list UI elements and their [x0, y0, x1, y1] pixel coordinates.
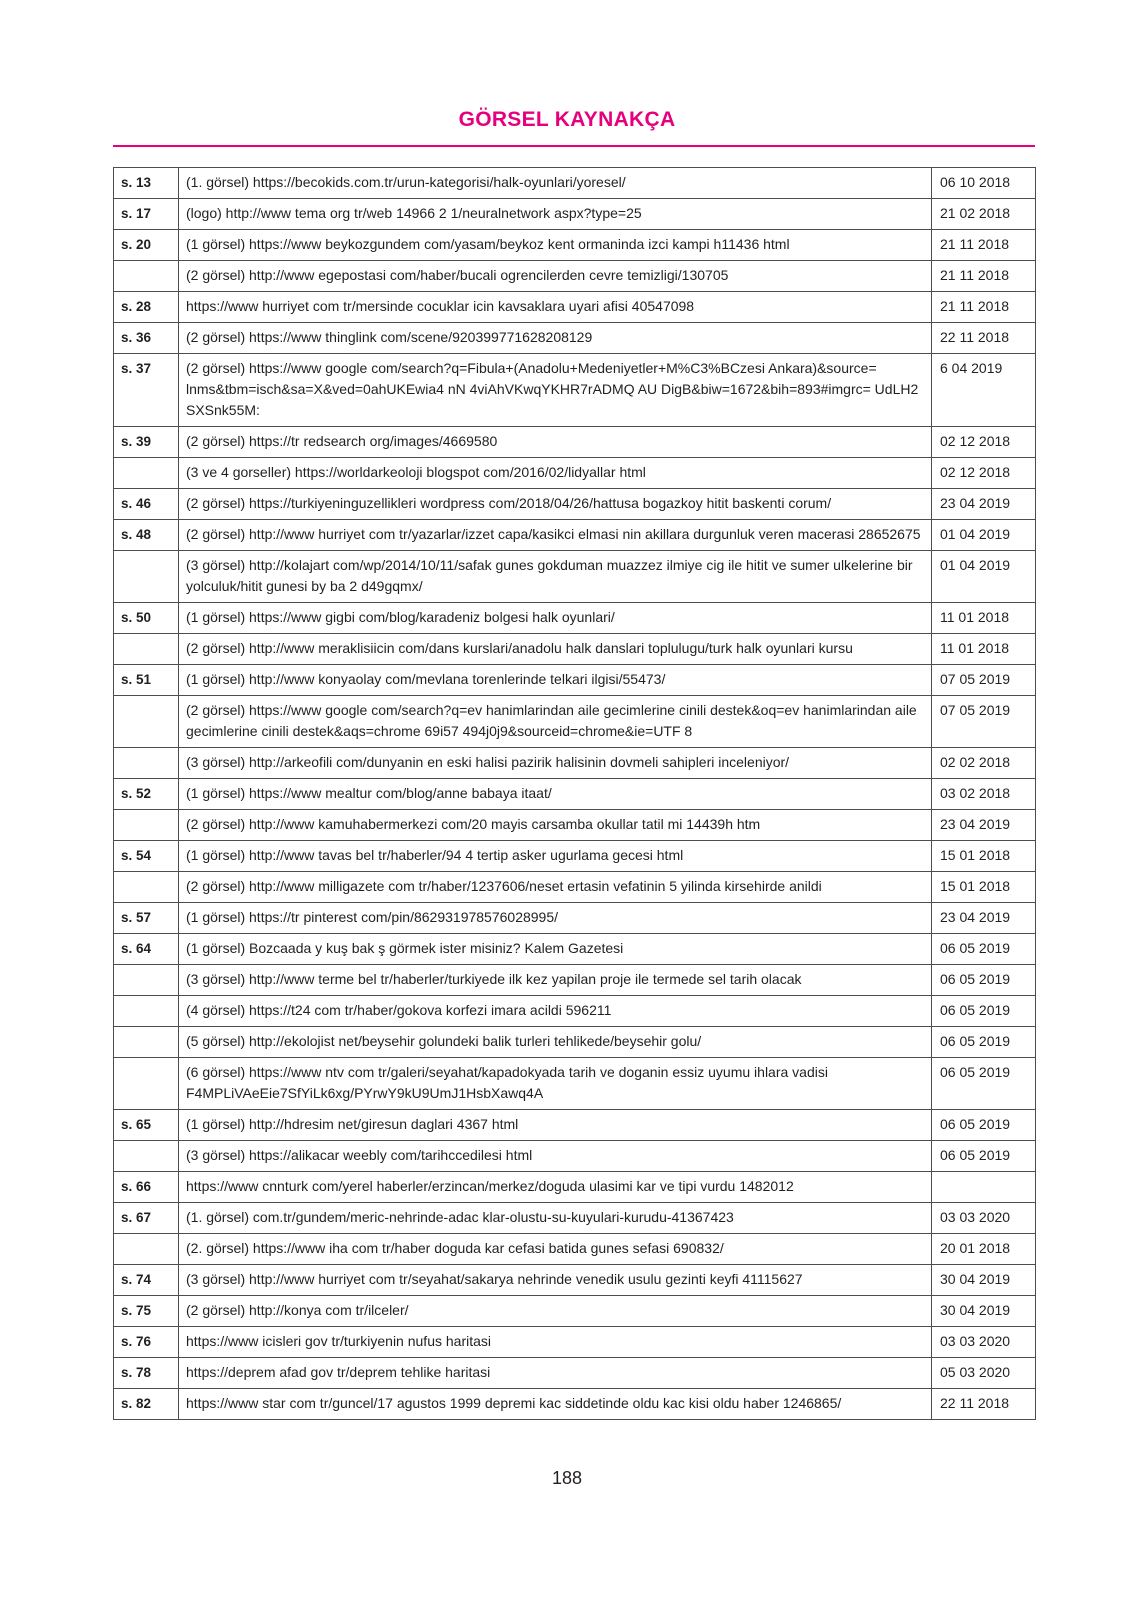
access-date-cell: 02 12 2018 — [932, 427, 1036, 458]
source-cell: (2 görsel) http://konya com tr/ilceler/ — [179, 1296, 932, 1327]
table-row — [114, 489, 1036, 520]
access-date-cell: 06 05 2019 — [932, 996, 1036, 1027]
page-ref-cell: s. 28 — [114, 292, 179, 323]
page-ref-cell: s. 13 — [114, 168, 179, 199]
page-ref-cell — [114, 458, 179, 489]
table-row — [114, 323, 1036, 354]
table-row — [114, 1110, 1036, 1141]
page-ref-cell: s. 66 — [114, 1172, 179, 1203]
source-cell: https://www cnnturk com/yerel haberler/erzincan/merkez/doguda ulasimi kar ve tipi vurdu 1482012 — [179, 1172, 932, 1203]
table-row — [114, 748, 1036, 779]
source-cell: (1 görsel) https://tr pinterest com/pin/862931978576028995/ — [179, 903, 932, 934]
bibliography-rows — [114, 168, 1036, 1420]
table-row — [114, 1141, 1036, 1172]
page-number: 188 — [551, 1468, 583, 1488]
source-cell: https://www star com tr/guncel/17 agustos 1999 depremi kac siddetinde oldu kac kisi oldu haber 1246865/ — [179, 1389, 932, 1420]
table-row — [114, 634, 1036, 665]
table-row — [114, 1265, 1036, 1296]
table-row — [114, 1203, 1036, 1234]
source-cell: (2 görsel) http://www hurriyet com tr/yazarlar/izzet capa/kasikci elmasi nin akillara durgunluk veren macerasi 28652675 — [179, 520, 932, 551]
table-row — [114, 261, 1036, 292]
page-ref-cell: s. 64 — [114, 934, 179, 965]
table-row — [114, 872, 1036, 903]
page-ref-cell: s. 57 — [114, 903, 179, 934]
access-date-cell: 07 05 2019 — [932, 665, 1036, 696]
table-row — [114, 199, 1036, 230]
access-date-cell: 6 04 2019 — [932, 354, 1036, 427]
table-row — [114, 603, 1036, 634]
page-ref-cell: s. 78 — [114, 1358, 179, 1389]
table-row — [114, 841, 1036, 872]
page-ref-cell — [114, 696, 179, 748]
table-row — [114, 520, 1036, 551]
access-date-cell: 15 01 2018 — [932, 841, 1036, 872]
access-date-cell: 03 03 2020 — [932, 1327, 1036, 1358]
access-date-cell: 23 04 2019 — [932, 810, 1036, 841]
table-row — [114, 696, 1036, 748]
table-row — [114, 1296, 1036, 1327]
page-ref-cell — [114, 551, 179, 603]
page-ref-cell: s. 54 — [114, 841, 179, 872]
source-cell: (6 görsel) https://www ntv com tr/galeri/seyahat/kapadokyada tarih ve doganin essiz uyumu ihlara vadisi F4MPLiVAeEie7SfYiLk6xg/PYrwY9kU9UmJ1HsbXawq4A — [179, 1058, 932, 1110]
page-ref-cell: s. 37 — [114, 354, 179, 427]
page-ref-cell: s. 46 — [114, 489, 179, 520]
page-ref-cell: s. 74 — [114, 1265, 179, 1296]
table-row — [114, 1058, 1036, 1110]
access-date-cell: 06 05 2019 — [932, 1141, 1036, 1172]
page-title: GÖRSEL KAYNAKÇA — [458, 108, 676, 131]
access-date-cell: 02 02 2018 — [932, 748, 1036, 779]
source-cell: (2 görsel) https://www google com/search?q=Fibula+(Anadolu+Medeniyetler+M%C3%BCzesi Ankara)&source= lnms&tbm=isch&sa=X&ved=0ahUKEwia4 nN 4viAhVKwqYKHR7rADMQ AU DigB&biw=1672&bih=893#imgrc= UdLH2 SXSnk55M: — [179, 354, 932, 427]
page-ref-cell: s. 65 — [114, 1110, 179, 1141]
source-cell: (5 görsel) http://ekolojist net/beysehir golundeki balik turleri tehlikede/beysehir golu/ — [179, 1027, 932, 1058]
table-row — [114, 810, 1036, 841]
page-ref-cell — [114, 1234, 179, 1265]
table-row — [114, 1358, 1036, 1389]
source-cell: (logo) http://www tema org tr/web 14966 2 1/neuralnetwork aspx?type=25 — [179, 199, 932, 230]
source-cell: (2 görsel) https://turkiyeninguzellikleri wordpress com/2018/04/26/hattusa bogazkoy hitit baskenti corum/ — [179, 489, 932, 520]
access-date-cell: 02 12 2018 — [932, 458, 1036, 489]
source-cell: (2 görsel) https://www thinglink com/scene/920399771628208129 — [179, 323, 932, 354]
access-date-cell: 21 11 2018 — [932, 292, 1036, 323]
access-date-cell: 22 11 2018 — [932, 1389, 1036, 1420]
source-cell: (1 görsel) https://www mealtur com/blog/anne babaya itaat/ — [179, 779, 932, 810]
access-date-cell: 06 05 2019 — [932, 965, 1036, 996]
source-cell: (2 görsel) http://www meraklisiicin com/dans kurslari/anadolu halk danslari toplulugu/turk halk oyunlari kursu — [179, 634, 932, 665]
bibliography-table — [113, 167, 1036, 1420]
access-date-cell: 11 01 2018 — [932, 634, 1036, 665]
access-date-cell: 21 11 2018 — [932, 230, 1036, 261]
source-cell: (4 görsel) https://t24 com tr/haber/gokova korfezi imara acildi 596211 — [179, 996, 932, 1027]
source-cell: (1 görsel) http://www konyaolay com/mevlana torenlerinde telkari ilgisi/55473/ — [179, 665, 932, 696]
source-cell: (3 görsel) http://kolajart com/wp/2014/10/11/safak gunes gokduman muazzez ilmiye cig ile hitit ve sumer ulkelerine bir yolculuk/hitit gunesi by ba 2 d49gqmx/ — [179, 551, 932, 603]
source-cell: (1 görsel) http://hdresim net/giresun daglari 4367 html — [179, 1110, 932, 1141]
access-date-cell: 01 04 2019 — [932, 520, 1036, 551]
page-ref-cell: s. 76 — [114, 1327, 179, 1358]
table-row — [114, 1389, 1036, 1420]
table-row — [114, 934, 1036, 965]
table-row — [114, 1234, 1036, 1265]
access-date-cell — [932, 1172, 1036, 1203]
source-cell: (3 görsel) https://alikacar weebly com/tarihccedilesi html — [179, 1141, 932, 1172]
page-ref-cell: s. 50 — [114, 603, 179, 634]
access-date-cell: 21 11 2018 — [932, 261, 1036, 292]
page-ref-cell — [114, 996, 179, 1027]
source-cell: (1 görsel) http://www tavas bel tr/haberler/94 4 tertip asker ugurlama gecesi html — [179, 841, 932, 872]
source-cell: (3 görsel) http://www hurriyet com tr/seyahat/sakarya nehrinde venedik usulu gezinti keyfi 41115627 — [179, 1265, 932, 1296]
table-row — [114, 551, 1036, 603]
table-row — [114, 354, 1036, 427]
access-date-cell: 11 01 2018 — [932, 603, 1036, 634]
access-date-cell: 20 01 2018 — [932, 1234, 1036, 1265]
access-date-cell: 03 03 2020 — [932, 1203, 1036, 1234]
access-date-cell: 21 02 2018 — [932, 199, 1036, 230]
access-date-cell: 06 05 2019 — [932, 1110, 1036, 1141]
access-date-cell: 15 01 2018 — [932, 872, 1036, 903]
page-ref-cell — [114, 261, 179, 292]
source-cell: (2 görsel) https://tr redsearch org/images/4669580 — [179, 427, 932, 458]
source-cell: (1 görsel) https://www beykozgundem com/yasam/beykoz kent ormaninda izci kampi h11436 html — [179, 230, 932, 261]
access-date-cell: 23 04 2019 — [932, 489, 1036, 520]
page-ref-cell: s. 51 — [114, 665, 179, 696]
access-date-cell: 07 05 2019 — [932, 696, 1036, 748]
title-divider — [113, 145, 1035, 147]
access-date-cell: 22 11 2018 — [932, 323, 1036, 354]
access-date-cell: 30 04 2019 — [932, 1296, 1036, 1327]
source-cell: (2 görsel) http://www egepostasi com/haber/bucali ogrencilerden cevre temizligi/130705 — [179, 261, 932, 292]
source-cell: https://www icisleri gov tr/turkiyenin nufus haritasi — [179, 1327, 932, 1358]
access-date-cell: 06 10 2018 — [932, 168, 1036, 199]
page-ref-cell: s. 20 — [114, 230, 179, 261]
page-ref-cell: s. 67 — [114, 1203, 179, 1234]
access-date-cell: 06 05 2019 — [932, 1027, 1036, 1058]
table-row — [114, 996, 1036, 1027]
table-row — [114, 168, 1036, 199]
page-ref-cell: s. 82 — [114, 1389, 179, 1420]
page-ref-cell: s. 75 — [114, 1296, 179, 1327]
source-cell: (1 görsel) Bozcaada y kuş bak ş görmek ister misiniz? Kalem Gazetesi — [179, 934, 932, 965]
page-ref-cell: s. 36 — [114, 323, 179, 354]
table-row — [114, 1027, 1036, 1058]
page-ref-cell: s. 39 — [114, 427, 179, 458]
table-row — [114, 1327, 1036, 1358]
table-row — [114, 779, 1036, 810]
table-row — [114, 292, 1036, 323]
page-ref-cell — [114, 1141, 179, 1172]
source-cell: (2 görsel) https://www google com/search?q=ev hanimlarindan aile gecimlerine cinili destek&oq=ev hanimlarindan aile gecimlerine cinili destek&aqs=chrome 69i57 494j0j9&sourceid=chrome&ie=UTF 8 — [179, 696, 932, 748]
source-cell: (3 görsel) http://arkeofili com/dunyanin en eski halisi pazirik halisinin dovmeli sahipleri inceleniyor/ — [179, 748, 932, 779]
table-row — [114, 230, 1036, 261]
access-date-cell: 01 04 2019 — [932, 551, 1036, 603]
source-cell: (1 görsel) https://www gigbi com/blog/karadeniz bolgesi halk oyunlari/ — [179, 603, 932, 634]
page-ref-cell — [114, 748, 179, 779]
table-row — [114, 665, 1036, 696]
source-cell: (3 görsel) http://www terme bel tr/haberler/turkiyede ilk kez yapilan proje ile termede sel tarih olacak — [179, 965, 932, 996]
page-ref-cell — [114, 1027, 179, 1058]
source-cell: (2 görsel) http://www milligazete com tr/haber/1237606/neset ertasin vefatinin 5 yilinda kirsehirde anildi — [179, 872, 932, 903]
page-ref-cell: s. 17 — [114, 199, 179, 230]
source-cell: (2 görsel) http://www kamuhabermerkezi com/20 mayis carsamba okullar tatil mi 14439h htm — [179, 810, 932, 841]
access-date-cell: 05 03 2020 — [932, 1358, 1036, 1389]
source-cell: https://deprem afad gov tr/deprem tehlike haritasi — [179, 1358, 932, 1389]
page-ref-cell: s. 52 — [114, 779, 179, 810]
source-cell: (1. görsel) com.tr/gundem/meric-nehrinde-adac klar-olustu-su-kuyulari-kurudu-41367423 — [179, 1203, 932, 1234]
source-cell: (1. görsel) https://becokids.com.tr/urun-kategorisi/halk-oyunlari/yoresel/ — [179, 168, 932, 199]
source-cell: (2. görsel) https://www iha com tr/haber doguda kar cefasi batida gunes sefasi 690832/ — [179, 1234, 932, 1265]
table-row — [114, 458, 1036, 489]
page-ref-cell — [114, 810, 179, 841]
access-date-cell: 03 02 2018 — [932, 779, 1036, 810]
access-date-cell: 23 04 2019 — [932, 903, 1036, 934]
page-ref-cell — [114, 965, 179, 996]
source-cell: https://www hurriyet com tr/mersinde cocuklar icin kavsaklara uyari afisi 40547098 — [179, 292, 932, 323]
table-row — [114, 965, 1036, 996]
page-ref-cell — [114, 634, 179, 665]
source-cell: (3 ve 4 gorseller) https://worldarkeoloji blogspot com/2016/02/lidyallar html — [179, 458, 932, 489]
page-ref-cell: s. 48 — [114, 520, 179, 551]
access-date-cell: 30 04 2019 — [932, 1265, 1036, 1296]
table-row — [114, 1172, 1036, 1203]
page-ref-cell — [114, 1058, 179, 1110]
page-ref-cell — [114, 872, 179, 903]
access-date-cell: 06 05 2019 — [932, 1058, 1036, 1110]
access-date-cell: 06 05 2019 — [932, 934, 1036, 965]
table-row — [114, 903, 1036, 934]
table-row — [114, 427, 1036, 458]
